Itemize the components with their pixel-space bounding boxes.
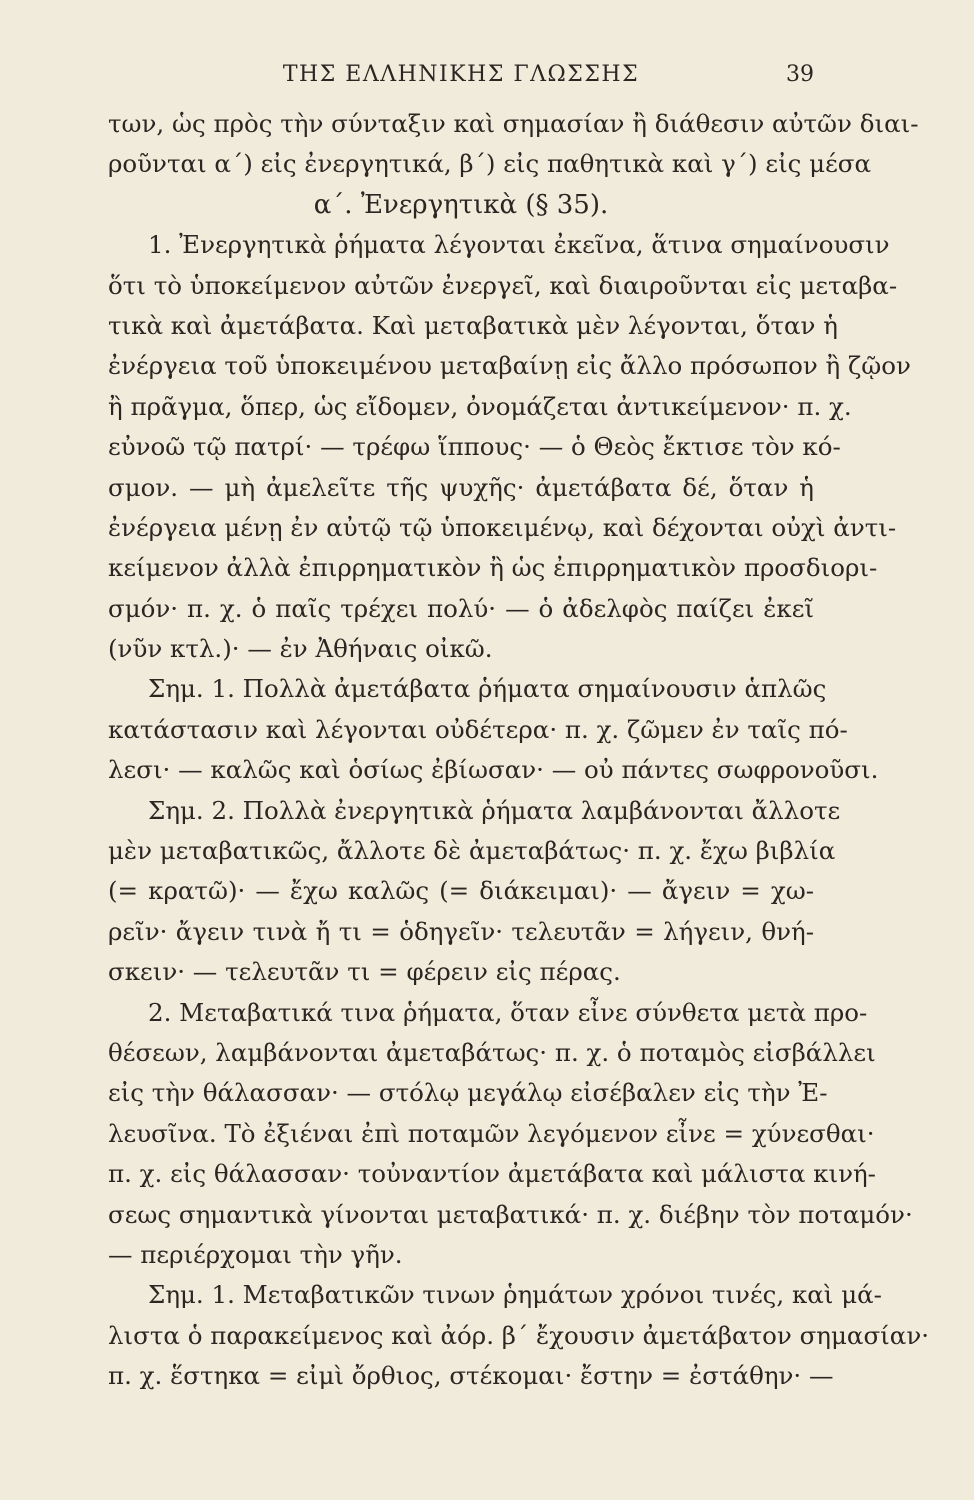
text-line: σεως σημαντικὰ γίνονται μεταβατικά· π. χ. διέβην τὸν ποταμόν· — [108, 1199, 913, 1229]
text-line: Σημ. 1. Μεταβατικῶν τινων ῥημάτων χρόνοι τινές, καὶ μά- — [148, 1280, 882, 1310]
text-line: θέσεων, λαμβάνονται ἀμεταβάτως· π. χ. ὁ ποταμὸς εἰσβάλλει — [108, 1037, 876, 1067]
text-line: — περιέρχομαι τὴν γῆν. — [108, 1239, 403, 1269]
text-line: 1. Ἐνεργητικὰ ῥήματα λέγονται ἐκεῖνα, ἅτινα σημαίνουσιν — [148, 230, 890, 260]
text-line: ἐνέργεια τοῦ ὑποκειμένου μεταβαίνῃ εἰς ἄλλο πρόσωπον ἢ ζῷον — [108, 351, 911, 381]
text-line: εἰς τὴν θάλασσαν· — στόλῳ μεγάλῳ εἰσέβαλεν εἰς τὴν Ἐ- — [108, 1078, 828, 1108]
page-header — [108, 62, 814, 96]
text-line: κείμενον ἀλλὰ ἐπιρρηματικὸν ἢ ὡς ἐπιρρηματικὸν προσδιορι- — [108, 553, 878, 583]
text-line: (= κρατῶ)· — ἔχω καλῶς (= διάκειμαι)· — ἄγειν = χω- — [108, 876, 814, 906]
text-line: σκειν· — τελευτᾶν τι = φέρειν εἰς πέρας. — [108, 957, 621, 987]
text-line: λευσῖνα. Τὸ ἐξιέναι ἐπὶ ποταμῶν λεγόμενον εἶνε = χύνεσθαι· — [108, 1118, 875, 1148]
body-text — [108, 104, 930, 1397]
text-line: κατάστασιν καὶ λέγονται οὐδέτερα· π. χ. ζῶμεν ἐν ταῖς πό- — [108, 714, 848, 744]
running-title: ΤΗΣ ΕΛΛΗΝΙΚΗΣ ΓΛΩΣΣΗΣ — [282, 62, 640, 87]
text-line: των, ὡς πρὸς τὴν σύνταξιν καὶ σημασίαν ἢ διάθεσιν αὐτῶν διαι- — [108, 109, 919, 138]
text-line: ἢ πρᾶγμα, ὅπερ, ὡς εἴδομεν, ὀνομάζεται ἀντικείμενον· π. χ. — [108, 391, 852, 421]
text-line: σμον. — μὴ ἀμελεῖτε τῆς ψυχῆς· ἀμετάβατα δέ, ὅταν ἡ — [108, 472, 814, 502]
text-line: (νῦν κτλ.)· — ἐν Ἀθήναις οἰκῶ. — [108, 634, 493, 664]
text-line: τικὰ καὶ ἀμετάβατα. Καὶ μεταβατικὰ μὲν λέγονται, ὅταν ἡ — [108, 310, 838, 340]
text-line: Σημ. 1. Πολλὰ ἀμετάβατα ῥήματα σημαίνουσιν ἁπλῶς — [148, 674, 827, 704]
section-heading: α΄. Ἐνεργητικὰ (§ 35). — [313, 189, 609, 220]
text-line: εὐνοῶ τῷ πατρί· — τρέφω ἵππους· — ὁ Θεὸς ἔκτισε τὸν κό- — [108, 432, 841, 462]
text-line: π. χ. εἰς θάλασσαν· τοὐναντίον ἀμετάβατα καὶ μάλιστα κινή- — [108, 1159, 876, 1189]
page-number: 39 — [786, 62, 814, 87]
text-line: 2. Μεταβατικά τινα ῥήματα, ὅταν εἶνε σύνθετα μετὰ προ- — [148, 997, 868, 1027]
text-line: μὲν μεταβατικῶς, ἄλλοτε δὲ ἀμεταβάτως· π. χ. ἔχω βιβλία — [108, 836, 836, 866]
text-line: ρεῖν· ἄγειν τινὰ ἤ τι = ὁδηγεῖν· τελευτᾶν = λήγειν, θνή- — [108, 916, 814, 946]
text-line: σμόν· π. χ. ὁ παῖς τρέχει πολύ· — ὁ ἀδελφὸς παίζει ἐκεῖ — [108, 593, 814, 623]
text-line: λιστα ὁ παρακείμενος καὶ ἀόρ. β΄ ἔχουσιν ἀμετάβατον σημασίαν· — [108, 1320, 930, 1350]
text-line: ὅτι τὸ ὑποκείμενον αὐτῶν ἐνεργεῖ, καὶ διαιροῦνται εἰς μεταβα- — [108, 270, 898, 300]
text-line: λεσι· — καλῶς καὶ ὁσίως ἐβίωσαν· — οὐ πάντες σωφρονοῦσι. — [108, 755, 879, 785]
text-line: ροῦνται α΄) εἰς ἐνεργητικά, β΄) εἰς παθητικὰ καὶ γ΄) εἰς μέσα — [108, 149, 872, 179]
text-line: ἐνέργεια μένῃ ἐν αὐτῷ τῷ ὑποκειμένῳ, καὶ δέχονται οὐχὶ ἀντι- — [108, 512, 897, 542]
text-line: π. χ. ἕστηκα = εἰμὶ ὄρθιος, στέκομαι· ἔστην = ἐστάθην· — — [108, 1361, 834, 1391]
text-line: Σημ. 2. Πολλὰ ἐνεργητικὰ ῥήματα λαμβάνονται ἄλλοτε — [148, 795, 841, 825]
